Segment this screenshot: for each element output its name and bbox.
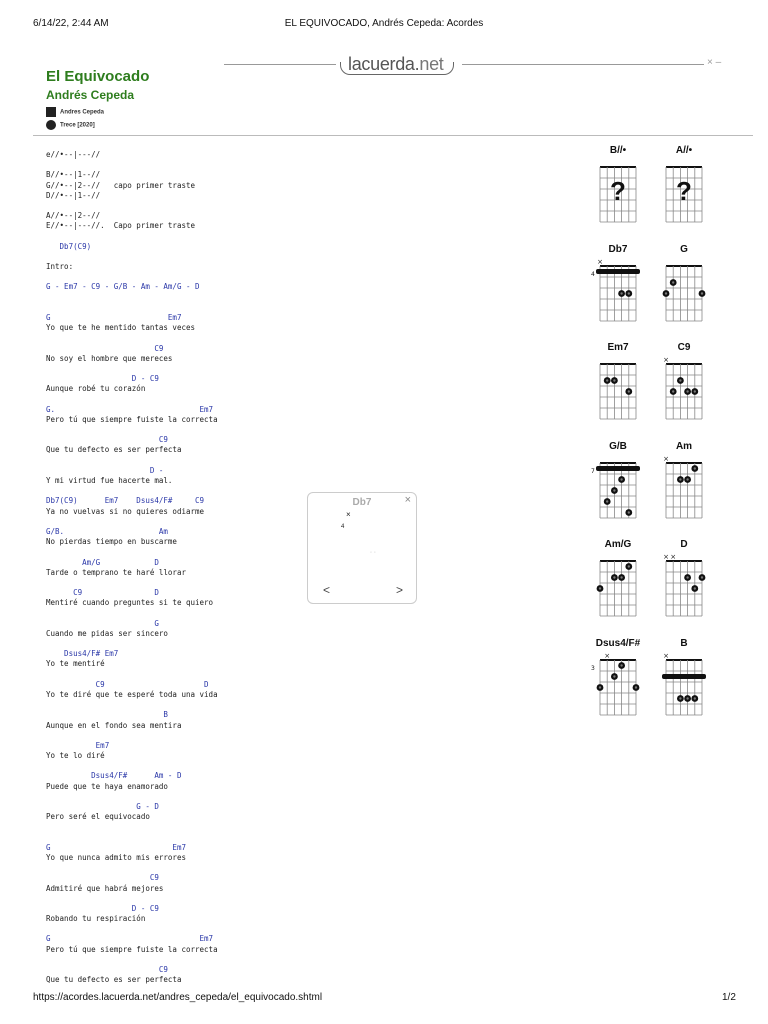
finger-dot-center [679, 478, 681, 480]
logo-text [348, 54, 443, 75]
chord-line[interactable]: G - Em7 - C9 - G/B - Am - Am/G - D [46, 282, 200, 292]
chord-popup [307, 492, 417, 604]
lyric-line [46, 833, 566, 843]
lyric-line: B//•--|1--// [46, 170, 101, 180]
finger-dot-center [606, 500, 608, 502]
lyric-line [46, 333, 566, 343]
chord-line[interactable]: C9 D [46, 679, 209, 689]
lyric-line [46, 731, 566, 741]
chord-name: Dsus4/F# [595, 637, 641, 649]
lyric-line: Y mi virtud fue hacerte mal. [46, 476, 173, 485]
lyric-line [46, 201, 566, 211]
lyric-line [46, 761, 566, 771]
lyric-line: Yo te diré que te esperé toda una vida [46, 689, 218, 699]
lyric-line [46, 670, 566, 680]
edit-icon [46, 107, 56, 117]
finger-dot-center [686, 697, 688, 699]
chord-name: Am/G [604, 539, 632, 550]
barre-mark [596, 269, 640, 274]
chord-line[interactable]: B [46, 710, 168, 720]
finger-dot-center [694, 390, 696, 392]
lyric-line: Intro: [46, 262, 74, 272]
chord-grid [656, 256, 712, 336]
chord-line[interactable]: C9 [46, 873, 159, 883]
lyric-line [46, 160, 566, 170]
finger-dot-center [606, 379, 608, 381]
popup-next-button[interactable]: > [396, 583, 404, 597]
print-date: 6/14/22, 2:44 AM [33, 18, 109, 29]
lyric-line [46, 425, 566, 435]
lyric-line [46, 822, 566, 832]
finger-dot-center [672, 281, 674, 283]
lyric-line [46, 272, 566, 282]
lyric-line [46, 486, 566, 496]
popup-prev-button[interactable]: < [323, 583, 331, 597]
finger-dot-center [701, 292, 703, 294]
finger-dot-center [599, 686, 601, 688]
finger-dot-center [620, 478, 622, 480]
lyric-line: Robando tu respiración [46, 914, 146, 924]
chord-grid [656, 453, 712, 533]
finger-dot-center [635, 686, 637, 688]
chord-grid [590, 453, 646, 533]
lyric-line: No soy el hombre que mereces [46, 353, 173, 363]
lyric-line: G//•--|2--// capo primer traste [46, 180, 196, 190]
chord-line[interactable]: G - D [46, 802, 159, 811]
finger-dot-center [701, 576, 703, 578]
chord-line[interactable]: G/B. Am [46, 526, 168, 536]
lyric-line [46, 517, 566, 527]
lyric-line [46, 924, 566, 934]
finger-dot-center [686, 390, 688, 392]
chord-line[interactable]: G Em7 [46, 842, 186, 852]
finger-dot-center [694, 697, 696, 699]
lyric-line: Pero tú que siempre fuiste la correcta [46, 944, 218, 954]
finger-dot-center [620, 576, 622, 578]
lyric-line: Pero tú que siempre fuiste la correcta [46, 414, 218, 424]
finger-dot-center [679, 379, 681, 381]
lyric-line: Yo te mentiré [46, 659, 105, 669]
chord-diagrams-panel [590, 145, 730, 735]
chord-name: Am [675, 440, 693, 452]
finger-dot-center [686, 478, 688, 480]
unknown-chord-mark: ? [610, 176, 626, 206]
chord-line[interactable]: D - [46, 465, 164, 475]
finger-dot-center [665, 292, 667, 294]
print-title: EL EQUIVOCADO, Andrés Cepeda: Acordes [284, 18, 484, 29]
lyric-line [46, 293, 566, 303]
finger-dot-center [620, 292, 622, 294]
fret-number: 4 [591, 270, 595, 278]
print-url: https://acordes.lacuerda.net/andres_cepeda/el_equivocado.shtml [33, 992, 323, 1003]
chord-name: A//• [675, 145, 693, 156]
fret-number: 3 [591, 664, 595, 672]
chord-grid [590, 157, 646, 237]
popup-close-icon[interactable]: × [404, 494, 411, 506]
chord-line[interactable]: G [46, 618, 159, 628]
chord-line[interactable]: Db7(C9) [46, 241, 92, 251]
lyric-line: A//•--|2--// [46, 211, 101, 221]
popup-mute-marker: × [346, 510, 351, 519]
lyric-line: Yo que nunca admito mis errores [46, 852, 186, 862]
chord-name: B//• [609, 145, 627, 156]
lyric-line [46, 252, 566, 262]
popup-fret-label: 4 [341, 524, 345, 530]
chord-line[interactable]: G Em7 [46, 934, 214, 944]
logo-dot: . [414, 54, 420, 74]
chord-line[interactable]: G Em7 [46, 313, 182, 322]
mute-marker: × [663, 651, 669, 660]
chord-line[interactable]: C9 D [46, 588, 159, 598]
lyric-line: Puede que te haya enamorado [46, 781, 168, 791]
chord-grid [656, 354, 712, 434]
lyric-line [46, 456, 566, 466]
lyric-line: Aunque robé tu corazón [46, 384, 146, 394]
meta-album: Trece [2020] [60, 122, 95, 129]
lyric-line: Admitiré que habrá mejores [46, 883, 164, 893]
print-footer [0, 992, 768, 1006]
chord-name: G/B [609, 440, 627, 452]
mute-marker: × [604, 651, 611, 660]
mute-marker: × [663, 553, 669, 561]
finger-dot-center [686, 576, 688, 578]
header-divider [33, 135, 753, 136]
chord-line[interactable]: C9 [46, 435, 168, 445]
chord-name: G [680, 243, 688, 255]
mute-marker: × [663, 454, 669, 463]
lyric-line [46, 894, 566, 904]
chord-line[interactable]: Db7(C9) Em7 Dsus4/F# C9 [46, 496, 205, 506]
finger-dot-center [613, 379, 615, 381]
popup-pagination-dots: ◦ ◦ [370, 550, 376, 556]
meta-artist-row[interactable] [46, 107, 104, 119]
lyric-line [46, 955, 566, 965]
chord-line[interactable]: D - C9 [46, 374, 159, 384]
print-header [0, 18, 768, 32]
finger-dot-center [613, 675, 615, 677]
lyric-line [46, 700, 566, 710]
lyric-line: Ya no vuelvas si no quieres odiarme [46, 506, 205, 516]
header-rule-right [462, 64, 704, 65]
logo-name: lacuerda [348, 54, 415, 74]
chord-line[interactable]: Em7 [46, 740, 110, 750]
lyric-line: e//•--|---// [46, 150, 101, 159]
finger-dot-center [613, 489, 615, 491]
song-title[interactable]: El Equivocado [46, 68, 150, 85]
finger-dot-center [620, 664, 622, 666]
lyric-line: Que tu defecto es ser perfecta [46, 445, 182, 455]
lyric-line: Que tu defecto es ser perfecta [46, 975, 182, 985]
finger-dot-center [628, 511, 630, 513]
lacuerda-logo[interactable] [338, 52, 456, 78]
lyric-line: D//•--|1--// [46, 190, 101, 200]
meta-artist: Andres Cepeda [60, 109, 105, 116]
lyric-line [46, 395, 566, 405]
mute-marker: × [670, 553, 677, 561]
lyric-line: Yo que te he mentido tantas veces [46, 323, 196, 333]
lyric-line [46, 232, 566, 242]
lyric-line: Pero seré el equivocado [46, 812, 150, 822]
lyric-line: Mentiré cuando preguntes si te quiero [46, 598, 214, 608]
lyric-line: E//•--|---//. Capo primer traste [46, 221, 196, 231]
chord-name: B [680, 637, 688, 649]
close-minimize-controls[interactable]: × – [707, 57, 722, 68]
lyric-line [46, 639, 566, 649]
disc-icon [46, 120, 56, 130]
chord-sheet [46, 150, 566, 985]
lyric-line [46, 578, 566, 588]
lyric-line [46, 547, 566, 557]
finger-dot-center [679, 697, 681, 699]
lyric-line [46, 608, 566, 618]
print-page-number: 1/2 [722, 992, 736, 1003]
finger-dot-center [628, 390, 630, 392]
popup-chord-name: Db7 [352, 497, 372, 508]
chord-name: C9 [677, 342, 691, 353]
finger-dot-center [599, 587, 601, 589]
lyric-line [46, 303, 566, 313]
finger-dot-center [694, 587, 696, 589]
lyric-line: Tarde o temprano te haré llorar [46, 567, 186, 577]
song-artist[interactable]: Andrés Cepeda [46, 88, 135, 102]
header-rule-left [224, 64, 336, 65]
chord-grid [656, 551, 712, 631]
lyric-line: Yo te lo diré [46, 751, 105, 761]
barre-mark [596, 466, 640, 471]
lyric-line [46, 863, 566, 873]
logo-tld: net [419, 54, 444, 74]
chord-grid [590, 256, 646, 336]
lyric-line [46, 364, 566, 374]
chord-name: Em7 [607, 342, 629, 353]
chord-grid [656, 157, 712, 237]
chord-line[interactable]: G. Em7 [46, 404, 214, 414]
chord-grid [590, 551, 646, 631]
chord-line[interactable]: Dsus4/F# Em7 [46, 649, 119, 659]
chord-name: D [680, 539, 688, 550]
finger-dot-center [613, 576, 615, 578]
chord-line[interactable]: Dsus4/F# Am - D [46, 771, 182, 781]
chord-line[interactable]: D - C9 [46, 903, 159, 913]
chord-name: Db7 [608, 243, 628, 255]
mute-marker: × [597, 257, 603, 266]
chord-grid [590, 650, 646, 730]
unknown-chord-mark: ? [676, 176, 692, 206]
finger-dot-center [628, 292, 630, 294]
finger-dot-center [694, 467, 696, 469]
lyric-line: Cuando me pidas ser sincero [46, 628, 168, 638]
chord-grid [590, 354, 646, 434]
lyric-line: No pierdas tiempo en buscarme [46, 537, 177, 547]
chord-grid [656, 650, 712, 730]
chord-line[interactable]: Am/G D [46, 557, 159, 567]
fret-number: 7 [591, 467, 595, 475]
lyric-line [46, 792, 566, 802]
lyric-line: Aunque en el fondo sea mentira [46, 720, 182, 730]
finger-dot-center [628, 565, 630, 567]
finger-dot-center [672, 390, 674, 392]
barre-mark [662, 674, 706, 679]
meta-album-row[interactable] [46, 120, 95, 132]
chord-line[interactable]: C9 [46, 965, 168, 974]
chord-line[interactable]: C9 [46, 343, 164, 353]
mute-marker: × [663, 356, 669, 364]
